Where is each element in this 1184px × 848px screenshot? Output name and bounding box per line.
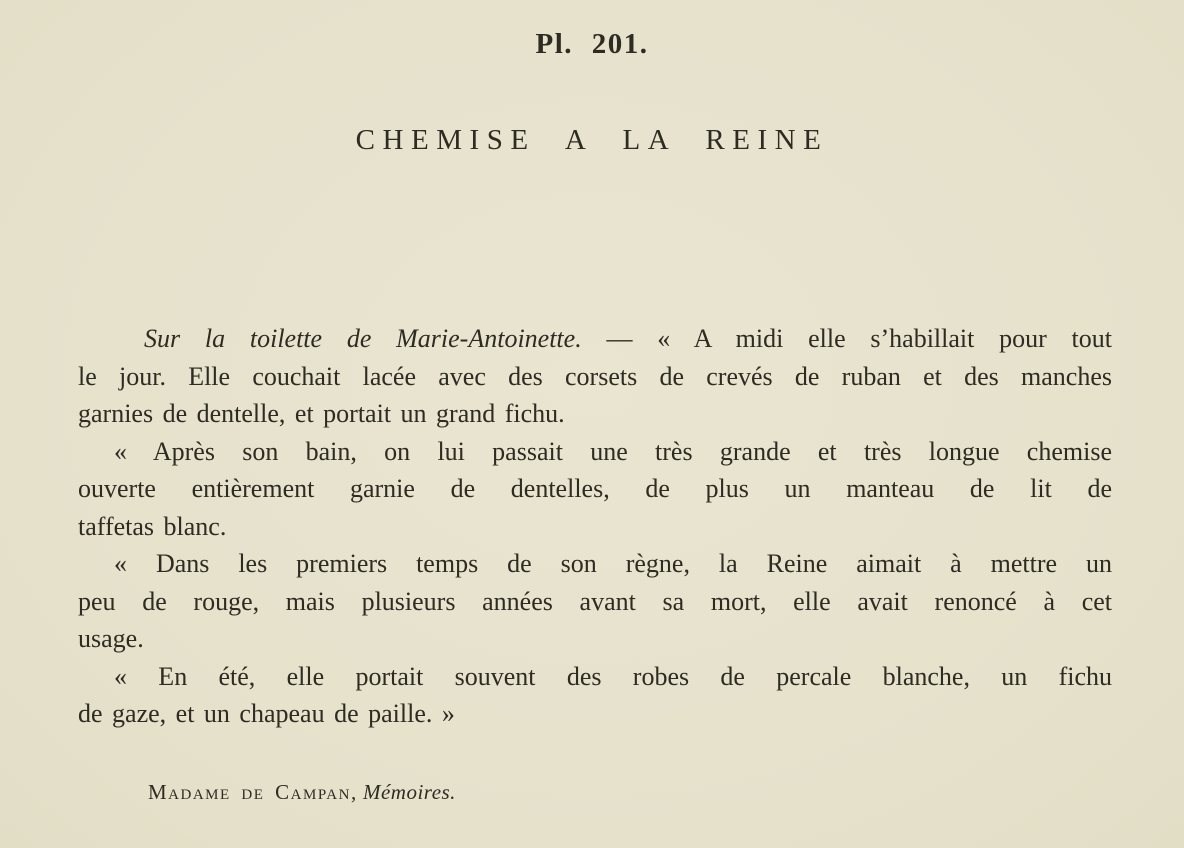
body-text bbox=[78, 320, 1112, 733]
paragraph-2-line-1: « Après son bain, on lui passait une très grande et très longue chemise bbox=[114, 436, 1112, 466]
paragraph-2-line-3: taffetas blanc. bbox=[78, 511, 227, 541]
attribution-line bbox=[78, 779, 1112, 806]
paragraph-1-line-1 bbox=[78, 320, 1112, 358]
paragraph-1-line-3: garnies de dentelle, et portait un grand fichu. bbox=[78, 399, 565, 428]
attribution-author: Madame de Campan, bbox=[148, 780, 358, 804]
paragraph-2-line-2: ouverte entièrement garnie de dentelles, de plus un manteau de lit de bbox=[78, 474, 1112, 503]
plate-number: Pl. 201. bbox=[535, 28, 649, 60]
paragraph-2 bbox=[78, 433, 1112, 546]
paragraph-3 bbox=[78, 545, 1112, 658]
paragraph-3-line-3: usage. bbox=[78, 624, 144, 653]
paragraph-3-line-1: « Dans les premiers temps de son règne, la Reine aimait à mettre un bbox=[114, 549, 1112, 578]
paragraph-4-line-1: « En été, elle portait souvent des robes de percale blanche, un fichu bbox=[114, 661, 1112, 691]
paragraph-4 bbox=[78, 658, 1112, 733]
page-title: CHEMISE A LA REINE bbox=[355, 124, 829, 156]
paragraph-4-line-2: de gaze, et un chapeau de paille. » bbox=[78, 699, 455, 728]
attribution-inner bbox=[148, 779, 1112, 806]
paragraph-1-line-2: le jour. Elle couchait lacée avec des corsets de crevés de ruban et des manches bbox=[78, 361, 1112, 391]
paragraph-3-line-2: peu de rouge, mais plusieurs années avant sa mort, elle avait renoncé à cet bbox=[78, 586, 1112, 616]
paragraph-1 bbox=[78, 320, 1112, 433]
line-text: — « A midi elle s’habillait pour tout bbox=[606, 324, 1113, 353]
attribution-work: Mémoires. bbox=[362, 780, 456, 804]
italic-lead: Sur la toilette de Marie-Antoinette. bbox=[144, 324, 582, 353]
